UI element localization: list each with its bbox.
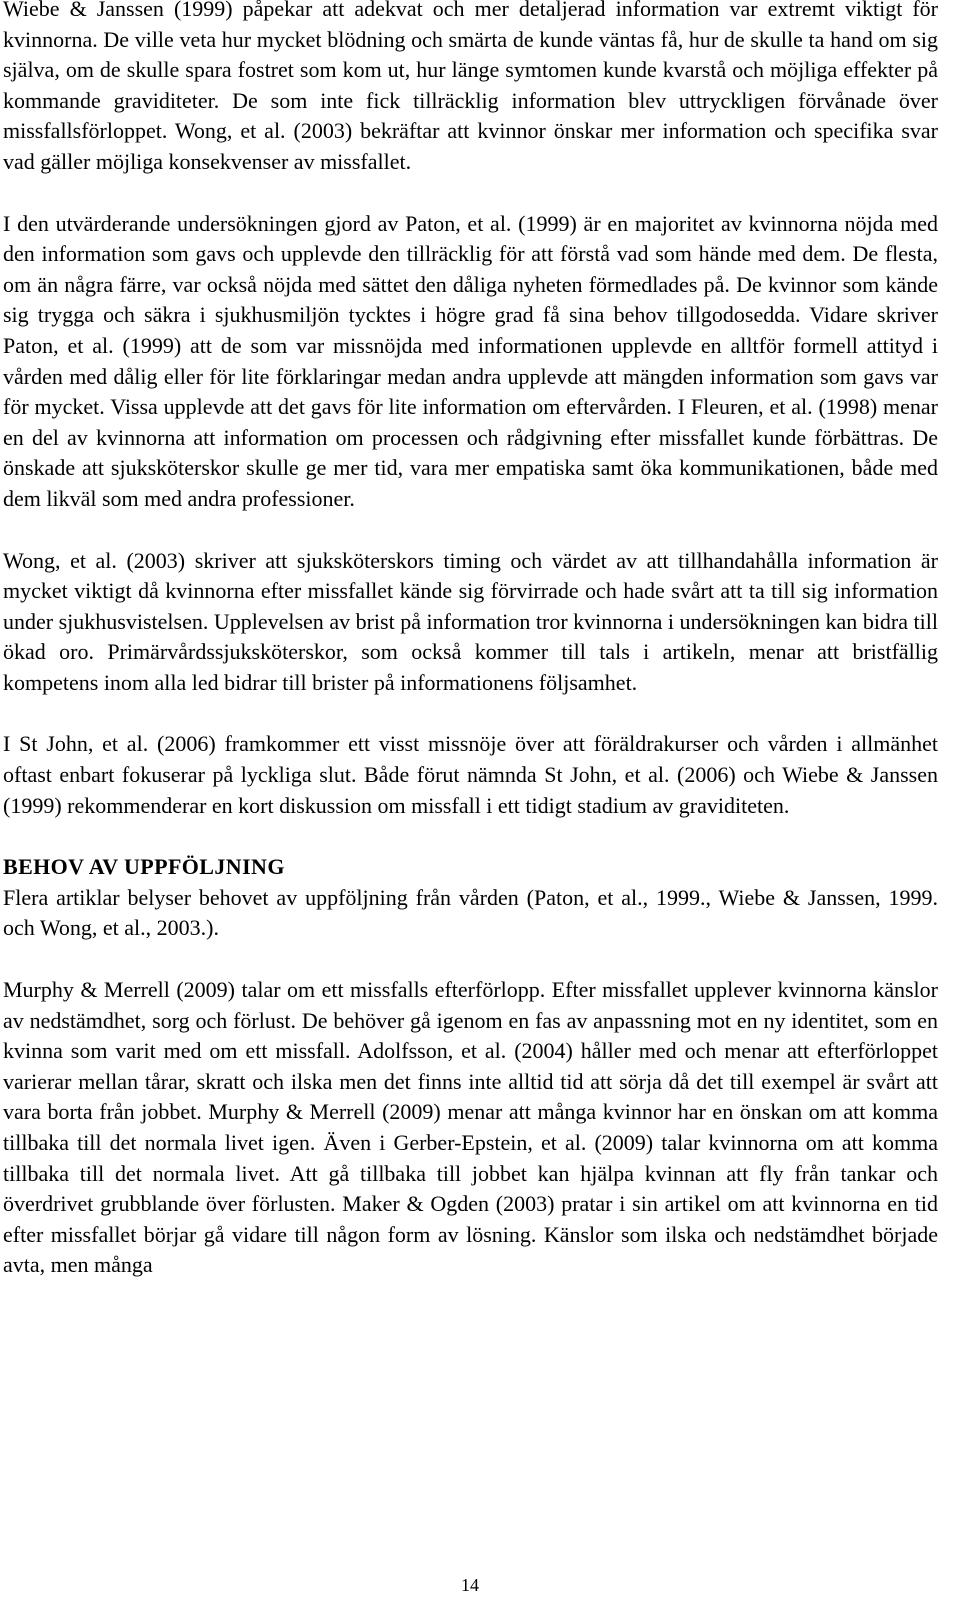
page-number: 14	[461, 1575, 479, 1595]
section-paragraph-2: Murphy & Merrell (2009) talar om ett missfalls efterförlopp. Efter missfallet upplever kvinnorna känslor av nedstämdhet, sorg och förlust. De behöver gå igenom en fas av anpassning mot en ny identitet, som en kvinna som varit med om ett missfall. Adolfsson, et al. (2004) håller med och menar att efterförloppet varierar mellan tårar, skratt och ilska men det finns inte alltid tid att sörja då det till exempel är svårt att vara borta från jobbet. Murphy & Merrell (2009) menar att många kvinnor har en önskan om att komma tillbaka till det normala livet igen. Även i Gerber-Epstein, et al. (2009) talar kvinnorna om att komma tillbaka till det normala livet. Att gå tillbaka till jobbet kan hjälpa kvinnan att fly från tankar och överdrivet grubblande över förlusten. Maker & Ogden (2003) pratar i sin artikel om att kvinnorna en tid efter missfallet börjar gå vidare till någon form av lösning. Känslor som ilska och nedstämdhet började avta, men många	[3, 977, 938, 1278]
section-paragraph-1: Flera artiklar belyser behovet av uppföljning från vården (Paton, et al., 1999., Wiebe & Janssen, 1999. och Wong, et al., 2003.).	[3, 884, 938, 941]
paragraph-spacer	[3, 821, 938, 852]
body-paragraph-1: Wiebe & Janssen (1999) påpekar att adekvat och mer detaljerad information var extremt viktigt för kvinnorna. De ville veta hur mycket blödning och smärta de kunde väntas få, hur de skulle ta hand om sig själva, om de skulle spara fostret som kom ut, hur länge symtomen kunde kvarstå och möjliga effekter på kommande graviditeter. De som inte fick tillräcklig information blev uttryckligen förvånade över missfallsförloppet. Wong, et al. (2003) bekräftar att kvinnor önskar mer information och specifika svar vad gäller möjliga konsekvenser av missfallet.	[3, 0, 938, 174]
section-heading: BEHOV AV UPPFÖLJNING	[3, 854, 285, 880]
body-paragraph-3: Wong, et al. (2003) skriver att sjuksköterskors timing och värdet av att tillhandahålla information är mycket viktigt då kvinnorna efter missfallet kände sig förvirrade och hade svårt att ta till sig information under sjukhusvistelsen. Upplevelsen av brist på information tror kvinnorna i undersökningen kan bidra till ökad oro. Primärvårdssjuksköterskor, som också kommer till tals i artikeln, menar att bristfällig kompetens inom alla led bidrar till brister på informationens följsamhet.	[3, 547, 938, 695]
body-paragraph-4: I St John, et al. (2006) framkommer ett visst missnöje över att föräldrakurser och vården i allmänhet oftast enbart fokuserar på lyckliga slut. Både förut nämnda St John, et al. (2006) och Wiebe & Janssen (1999) rekommenderar en kort diskussion om missfall i ett tidigt stadium av graviditeten.	[3, 731, 938, 818]
paragraph-spacer	[3, 178, 938, 209]
paragraph-spacer	[3, 515, 938, 546]
paragraph-spacer	[3, 944, 938, 975]
body-paragraph-2: I den utvärderande undersökningen gjord av Paton, et al. (1999) är en majoritet av kvinnorna nöjda med den information som gavs och upplevde den tillräcklig för att förstå vad som hände med dem. De flesta, om än några färre, var också nöjda med sättet den dåliga nyheten förmedlades på. De kvinnor som kände sig trygga och säkra i sjukhusmiljön tycktes i högre grad få sina behov tillgodosedda. Vidare skriver Paton, et al. (1999) att de som var missnöjda med informationen upplevde en alltför formell attityd i vården med dålig eller för lite förklaringar medan andra upplevde att mängden information som gavs var för mycket. Vissa upplevde att det gavs för lite information om eftervården. I Fleuren, et al. (1998) menar en del av kvinnorna att information om processen och rådgivning efter missfallet kunde förbättras. De önskade att sjuksköterskor skulle ge mer tid, vara mer empatiska samt öka kommunikationen, både med dem likväl som med andra professioner.	[3, 210, 938, 511]
paragraph-spacer	[3, 698, 938, 729]
